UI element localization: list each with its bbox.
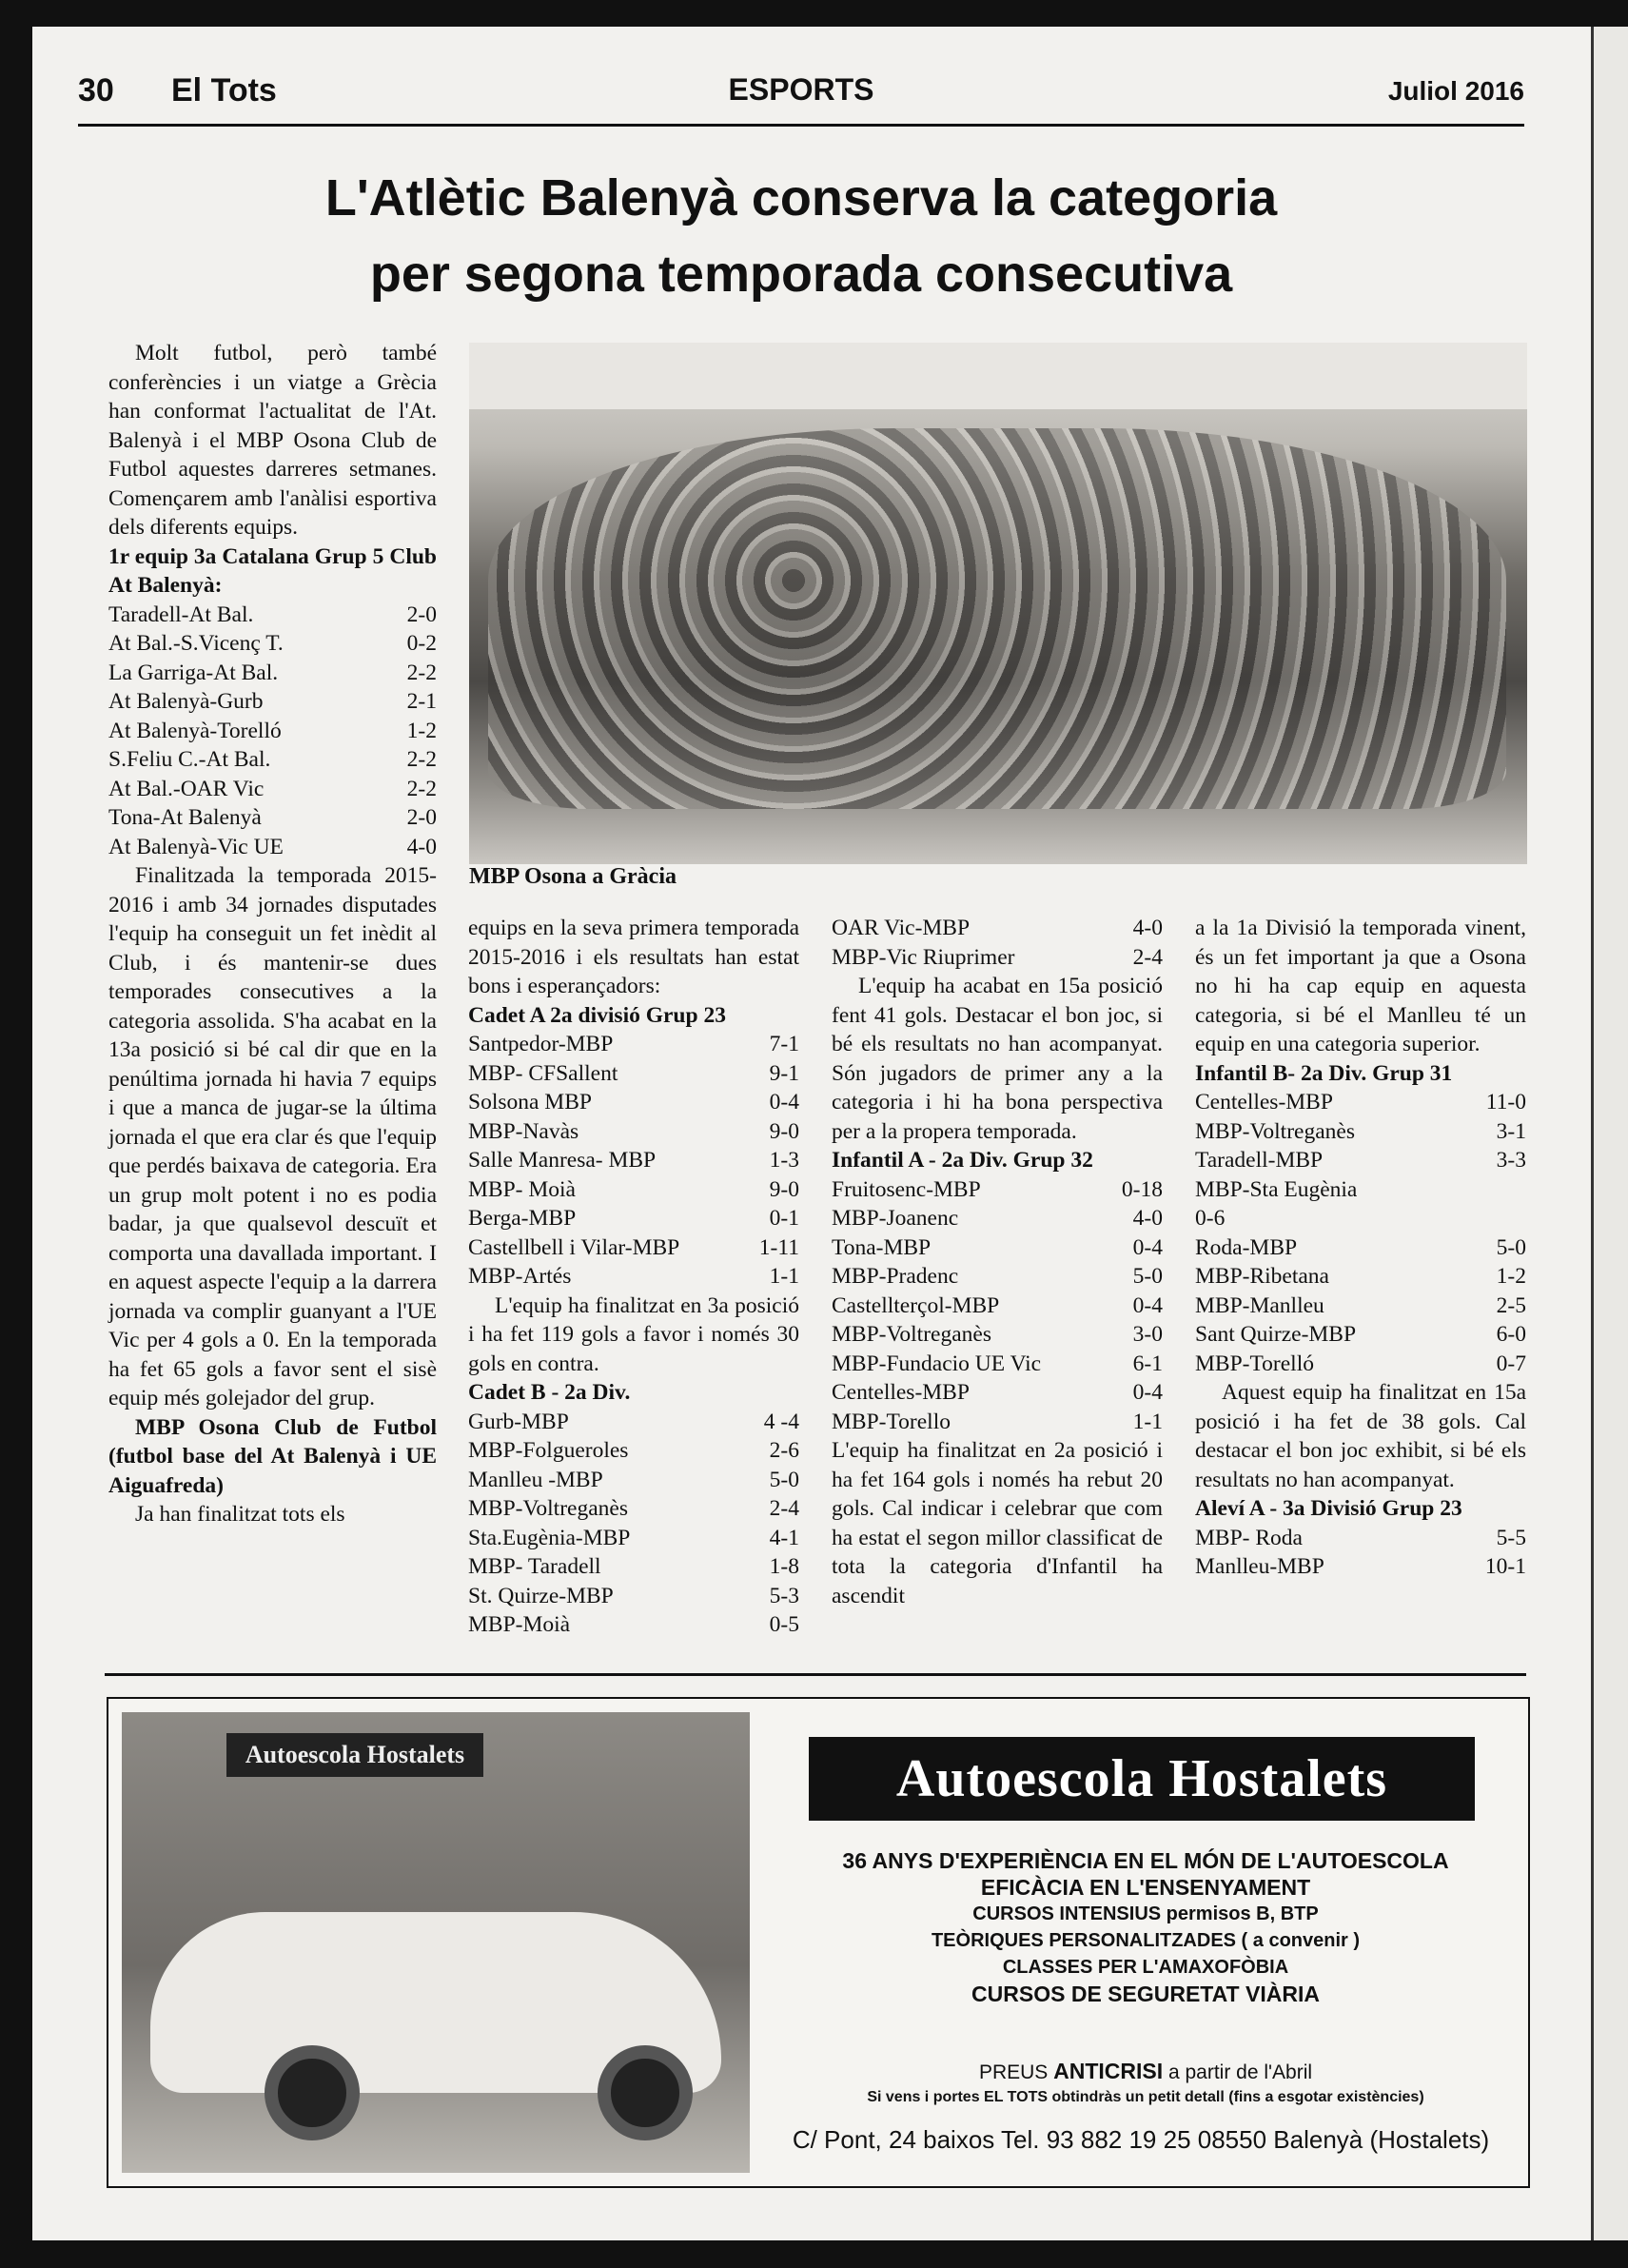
results-list [1195, 1524, 1526, 1582]
ad-line: TEÒRIQUES PERSONALITZADES ( a convenir ) [931, 1930, 1361, 1951]
body-paragraph: a la 1a Divisió la temporada vinent, és un fet important ja que a Osona no hi ha cap equip en aquesta categoria, si bé el Manlleu té un equip en una categoria superior. [1195, 916, 1526, 1056]
match-score: 2-4 [769, 1496, 799, 1521]
match-score: 7-1 [769, 1032, 799, 1056]
result-row [1195, 1292, 1526, 1321]
publication-name: El Tots [171, 72, 277, 108]
match-name: St. Quirze-MBP [468, 1583, 614, 1608]
section-heading: MBP Osona Club de Futbol (futbol base del At Balenyà i UE Aiguafreda) [108, 1414, 437, 1498]
ad-features [775, 1847, 1517, 2007]
result-row [468, 1494, 799, 1524]
match-score: 1-2 [1496, 1264, 1526, 1289]
result-row [832, 1262, 1163, 1292]
match-score: 0-18 [1121, 1176, 1163, 1202]
result-row [468, 1466, 799, 1495]
match-score: 1-11 [758, 1234, 799, 1260]
ad-line: 36 ANYS D'EXPERIÈNCIA EN EL MÓN DE L'AUTOESCOLA [842, 1848, 1449, 1873]
ad-line: CURSOS DE SEGURETAT VIÀRIA [971, 1982, 1320, 2006]
result-row [1195, 1233, 1526, 1263]
result-row [108, 833, 437, 862]
results-list [108, 601, 437, 862]
match-score: 4-0 [1132, 1206, 1163, 1231]
match-score: 9-0 [769, 1176, 799, 1202]
match-score: 2-5 [1496, 1292, 1526, 1318]
results-list [832, 1175, 1163, 1437]
photo-ceiling [469, 343, 1527, 409]
result-row [468, 1030, 799, 1059]
match-score: 9-0 [769, 1118, 799, 1144]
result-row [832, 1378, 1163, 1408]
match-name: MBP- Taradell [468, 1554, 601, 1579]
result-row [832, 943, 1163, 973]
result-row [108, 717, 437, 746]
section-heading: Aleví A - 3a Divisió Grup 23 [1195, 1496, 1462, 1521]
match-score: 0-4 [1132, 1380, 1163, 1405]
result-row [468, 1117, 799, 1147]
match-score: 2-2 [406, 747, 437, 772]
result-row [832, 1233, 1163, 1263]
match-score: 5-0 [1496, 1234, 1526, 1260]
issue-date: Juliol 2016 [1387, 76, 1524, 106]
result-row [1195, 1175, 1526, 1205]
results-list [1195, 1088, 1526, 1378]
match-score: 2-0 [406, 602, 437, 627]
result-row [1195, 1204, 1526, 1233]
shop-sign: Autoescola Hostalets [226, 1733, 483, 1777]
match-name: MBP-Fundacio UE Vic [832, 1351, 1042, 1376]
match-name: MBP-Manlleu [1195, 1292, 1324, 1318]
match-score: 6-0 [1496, 1322, 1526, 1347]
match-score: 2-6 [769, 1438, 799, 1463]
match-name: MBP- Moià [468, 1176, 576, 1202]
result-row [468, 1204, 799, 1233]
match-name: Taradell-At Bal. [108, 602, 254, 627]
result-row [468, 1408, 799, 1437]
match-name: MBP-Folgueroles [468, 1438, 629, 1463]
result-row [1195, 1320, 1526, 1350]
photo-group [488, 428, 1506, 809]
match-score: 4-1 [769, 1525, 799, 1550]
results-list [832, 914, 1163, 972]
ad-note: Si vens i portes EL TOTS obtindràs un petit detall (fins a esgotar existències) [867, 2089, 1424, 2105]
match-score: 0-4 [769, 1090, 799, 1114]
match-score: 9-1 [769, 1060, 799, 1086]
article-title [78, 160, 1524, 312]
results-list [468, 1030, 799, 1292]
match-name: Berga-MBP [468, 1206, 577, 1231]
result-row [468, 1146, 799, 1175]
ad-line: CURSOS INTENSIUS permisos B, BTP [972, 1903, 1319, 1924]
match-name: MBP-Voltreganès [832, 1322, 991, 1347]
result-row [1195, 1524, 1526, 1553]
match-score: 0-1 [769, 1206, 799, 1231]
match-score: 10-1 [1484, 1554, 1526, 1579]
result-row [468, 1524, 799, 1553]
result-row [468, 1552, 799, 1582]
match-score: 1-8 [769, 1554, 799, 1579]
match-score: 2-2 [406, 660, 437, 685]
match-name: Sta.Eugènia-MBP [468, 1525, 631, 1550]
match-name: Gurb-MBP [468, 1409, 569, 1434]
match-score: 5-0 [1132, 1264, 1163, 1289]
match-score: 1-3 [769, 1148, 799, 1173]
result-row [108, 659, 437, 688]
price-strong: ANTICRISI [1053, 2059, 1164, 2083]
match-score: 5-5 [1496, 1525, 1526, 1550]
match-name: La Garriga-At Bal. [108, 660, 279, 685]
result-row [108, 745, 437, 775]
result-row [468, 1436, 799, 1466]
match-score: 1-2 [406, 718, 437, 743]
result-row [1195, 1552, 1526, 1582]
page-header [78, 67, 1524, 127]
title-line-1: L'Atlètic Balenyà conserva la categoria [324, 169, 1278, 227]
match-name: OAR Vic-MBP [832, 916, 971, 940]
body-paragraph: equips en la seva primera temporada 2015-2016 i els resultats han estat bons i esperançadors: [468, 916, 799, 998]
match-name: Castellterçol-MBP [832, 1292, 1000, 1318]
match-score: 2-1 [406, 689, 437, 714]
match-name: Centelles-MBP [1195, 1090, 1333, 1114]
body-paragraph: Ja han finalitzat tots els [135, 1502, 345, 1527]
match-score: 6-1 [1132, 1351, 1163, 1376]
body-paragraph: Aquest equip ha finalitzat en 15a posició i ha fet de 38 gols. Cal destacar el bon joc exhibit, si bé els resultats no han acompanyat. [1195, 1380, 1526, 1492]
match-name: S.Feliu C.-At Bal. [108, 747, 271, 772]
match-name: At Balenyà-Gurb [108, 689, 264, 714]
section-heading: Cadet A 2a divisió Grup 23 [468, 1002, 726, 1028]
wheel-icon [598, 2045, 693, 2140]
intro-paragraph: Molt futbol, però també conferències i un viatge a Grècia han conformat l'actualitat de l'At. Balenyà i el MBP Osona Club de Futbol aquestes darreres setmanes. Començarem amb l'anàlisi esportiva dels diferents equips. [108, 341, 437, 540]
price-rest: a partir de l'Abril [1167, 2061, 1313, 2083]
match-name: Solsona MBP [468, 1090, 592, 1114]
photo-caption: MBP Osona a Gràcia [469, 864, 677, 889]
match-name: Taradell-MBP [1195, 1148, 1324, 1173]
result-row [832, 1204, 1163, 1233]
match-score [1519, 1204, 1526, 1233]
result-row [832, 1350, 1163, 1379]
advertisement [107, 1697, 1530, 2188]
match-name: MBP-Navàs [468, 1118, 579, 1144]
wheel-icon [265, 2045, 360, 2140]
match-name: MBP-Joanenc [832, 1206, 959, 1231]
price-label: PREUS [978, 2061, 1049, 2083]
match-name: At Balenyà-Torelló [108, 718, 282, 743]
body-paragraph: L'equip ha finalitzat en 3a posició i ha fet 119 gols a favor i només 30 gols en contra. [468, 1292, 799, 1376]
match-score: 0-4 [1132, 1292, 1163, 1318]
match-name: 0-6 [1195, 1206, 1226, 1231]
match-name: Castellbell i Vilar-MBP [468, 1234, 680, 1260]
result-row [468, 1582, 799, 1611]
match-score [1519, 1175, 1526, 1205]
body-paragraph: L'equip ha acabat en 15a posició fent 41 gols. Destacar el bon joc, si bé els resultats no han acompanyat. Són jugadors de primer any a la categoria i hi ha bona perspectiva per a la propera temporada. [832, 974, 1163, 1144]
result-row [1195, 1350, 1526, 1379]
ad-logo: Autoescola Hostalets [809, 1737, 1475, 1821]
match-name: Manlleu -MBP [468, 1467, 603, 1492]
result-row [1195, 1262, 1526, 1292]
ad-price [775, 2059, 1517, 2084]
match-score: 0-7 [1496, 1351, 1526, 1376]
match-score: 3-3 [1496, 1148, 1526, 1173]
match-name: MBP- Roda [1195, 1525, 1303, 1550]
match-name: MBP-Torelló [1195, 1351, 1314, 1376]
ad-photo [122, 1712, 750, 2173]
match-name: Tona-At Balenyà [108, 805, 262, 830]
column-2 [468, 914, 799, 1640]
result-row [468, 1059, 799, 1089]
match-name: At Balenyà-Vic UE [108, 834, 284, 859]
match-score: 3-0 [1132, 1322, 1163, 1347]
page-spine [1591, 27, 1628, 2240]
page-number: 30 [78, 72, 114, 108]
column-3 [832, 914, 1163, 1610]
match-score: 4 -4 [763, 1409, 799, 1434]
result-row [468, 1233, 799, 1263]
ad-line: EFICÀCIA EN L'ENSENYAMENT [980, 1875, 1311, 1900]
match-score: 2-4 [1132, 944, 1163, 970]
match-score: 1-1 [769, 1264, 799, 1289]
match-name: At Bal.-S.Vicenç T. [108, 631, 284, 656]
match-name: Tona-MBP [832, 1234, 932, 1260]
match-score: 4-0 [406, 834, 437, 859]
match-score: 5-0 [769, 1467, 799, 1492]
match-score: 0-2 [406, 631, 437, 656]
column-1 [108, 339, 437, 1529]
result-row [468, 1175, 799, 1205]
match-name: Salle Manresa- MBP [468, 1148, 657, 1173]
match-name: MBP-Voltreganès [1195, 1118, 1355, 1144]
match-name: Manlleu-MBP [1195, 1554, 1324, 1579]
result-row [1195, 1088, 1526, 1117]
match-name: Sant Quirze-MBP [1195, 1322, 1357, 1347]
match-name: MBP-Pradenc [832, 1264, 959, 1289]
result-row [468, 1610, 799, 1640]
match-name: Roda-MBP [1195, 1234, 1298, 1260]
match-score: 11-0 [1485, 1090, 1526, 1114]
match-score: 1-1 [1132, 1409, 1163, 1434]
result-row [108, 775, 437, 804]
result-row [832, 1175, 1163, 1205]
body-paragraph: L'equip ha finalitzat en 2a posició i ha fet 164 gols i només ha rebut 20 gols. Cal indicar i celebrar que com ha estat el segon millor classificat de tota la categoria d'Infantil ha ascendit [832, 1438, 1163, 1608]
match-name: Fruitosenc-MBP [832, 1176, 981, 1202]
section-heading: Infantil B- 2a Div. Grup 31 [1195, 1060, 1453, 1086]
match-name: MBP-Artés [468, 1264, 572, 1289]
match-name: MBP-Moià [468, 1612, 571, 1637]
match-name: MBP-Ribetana [1195, 1264, 1329, 1289]
result-row [108, 803, 437, 833]
ad-line: CLASSES PER L'AMAXOFÒBIA [1002, 1957, 1289, 1978]
match-name: MBP- CFSallent [468, 1060, 618, 1086]
result-row [832, 914, 1163, 943]
results-list [468, 1408, 799, 1640]
match-score: 2-2 [406, 776, 437, 801]
result-row [832, 1408, 1163, 1437]
match-name: At Bal.-OAR Vic [108, 776, 265, 801]
match-name: Centelles-MBP [832, 1380, 970, 1405]
match-name: MBP-Sta Eugènia [1195, 1176, 1358, 1202]
result-row [108, 687, 437, 717]
match-name: MBP-Voltreganès [468, 1496, 628, 1521]
result-row [1195, 1117, 1526, 1147]
team-photo [469, 343, 1527, 864]
result-row [108, 601, 437, 630]
match-name: Santpedor-MBP [468, 1032, 614, 1056]
title-line-2: per segona temporada consecutiva [369, 246, 1233, 303]
result-row [108, 629, 437, 659]
match-score: 3-1 [1496, 1118, 1526, 1144]
result-row [468, 1088, 799, 1117]
section-heading: Cadet B - 2a Div. [468, 1380, 631, 1405]
match-score: 2-0 [406, 805, 437, 830]
column-4 [1195, 914, 1526, 1582]
match-score: 0-5 [769, 1612, 799, 1637]
match-score: 5-3 [769, 1583, 799, 1608]
match-score: 4-0 [1132, 916, 1163, 940]
match-name: MBP-Torello [832, 1409, 951, 1434]
section-name: ESPORTS [728, 72, 874, 107]
match-name: MBP-Vic Riuprimer [832, 944, 1015, 970]
body-paragraph: Finalitzada la temporada 2015-2016 i amb 34 jornades disputades l'equip ha conseguit un fet inèdit al Club, i és mantenir-se dues temporades consecutives a la categoria assolida. S'ha acabat en la 13a posició si bé cal dir que en la penúltima jornada hi havia 7 equips i que a manca de jugar-se la última jornada el que era clar és que l'equip que perdés baixava de categoria. Era un grup molt potent i no es podia badar, ja que qualsevol descuït et comporta una davallada important. I en aquest aspecte l'equip a la darrera jornada va complir guanyant a l'UE Vic per 4 gols a 0. En la temporada ha fet 65 gols a favor sent el sisè equip més golejador del grup. [108, 863, 437, 1410]
section-heading: 1r equip 3a Catalana Grup 5 Club At Balenyà: [108, 543, 437, 598]
result-row [1195, 1146, 1526, 1175]
ad-divider [105, 1673, 1526, 1676]
match-score: 0-4 [1132, 1234, 1163, 1260]
ad-address: C/ Pont, 24 baixos Tel. 93 882 19 25 08550 Balenyà (Hostalets) [792, 2125, 1490, 2154]
result-row [832, 1292, 1163, 1321]
result-row [468, 1262, 799, 1292]
section-heading: Infantil A - 2a Div. Grup 32 [832, 1148, 1093, 1173]
result-row [832, 1320, 1163, 1350]
